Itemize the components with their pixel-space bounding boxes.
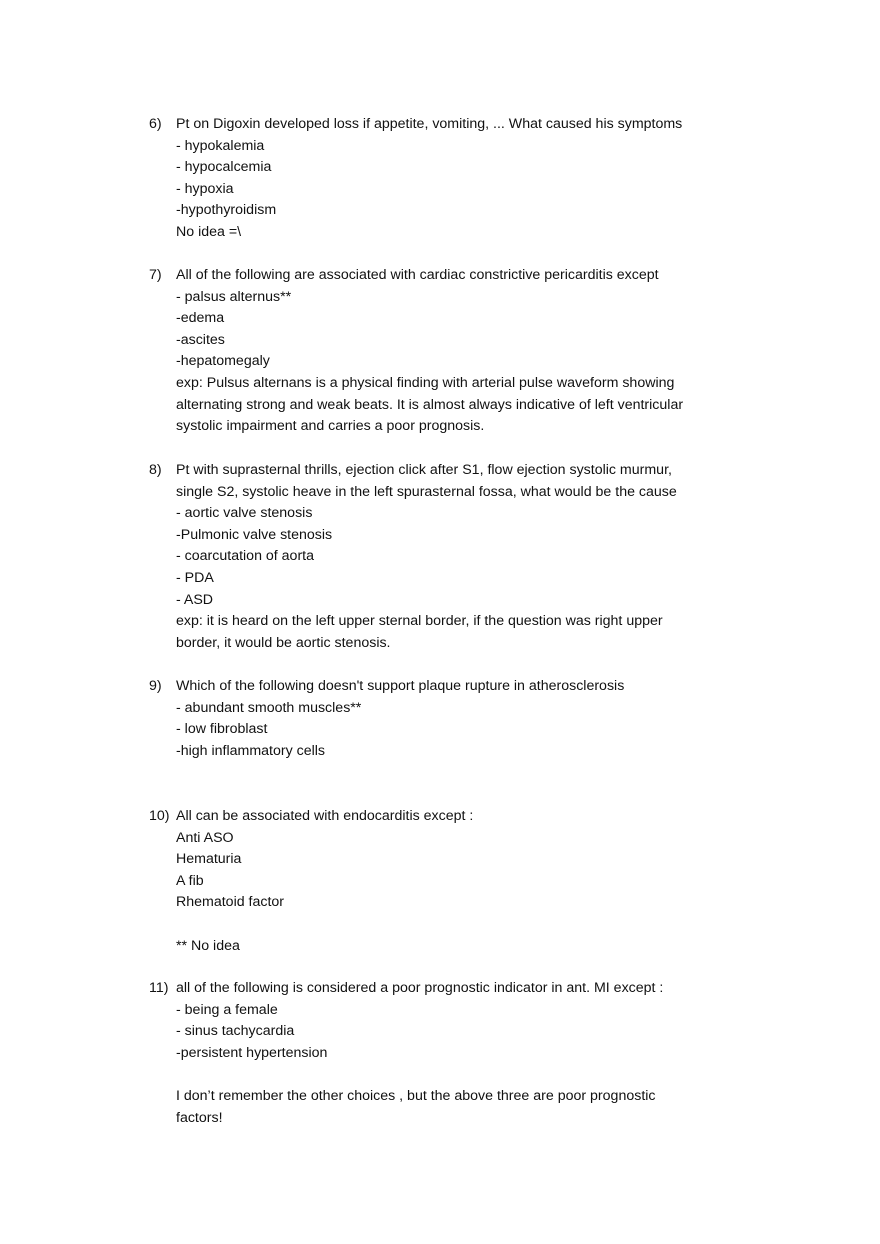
question-10 [149, 806, 749, 957]
question-8 [149, 460, 749, 654]
question-11 [149, 978, 749, 1129]
question-text: All can be associated with endocarditis except : [176, 808, 474, 824]
answer-line: Anti ASO [176, 829, 234, 846]
answer-line: - being a female [176, 1001, 278, 1018]
answer-line: - sinus tachycardia [176, 1023, 295, 1040]
question-text-continued: single S2, systolic heave in the left spurasternal fossa, what would be the cause [176, 483, 677, 500]
answer-line: -ascites [176, 331, 225, 348]
question-text: all of the following is considered a poor prognostic indicator in ant. MI except : [176, 980, 664, 996]
note-line: factors! [176, 1109, 223, 1126]
answer-line: -edema [176, 310, 225, 327]
question-text: Pt on Digoxin developed loss if appetite, vomiting, ... What caused his symptoms [176, 116, 683, 132]
explanation-line: border, it would be aortic stenosis. [176, 634, 391, 651]
question-text: Which of the following doesn't support plaque rupture in atherosclerosis [176, 678, 625, 694]
answer-line: - coarcutation of aorta [176, 548, 315, 565]
answer-line: Hematuria [176, 851, 242, 868]
question-6 [149, 114, 749, 244]
answer-line: - PDA [176, 569, 214, 586]
blank-line [176, 914, 749, 936]
explanation-line: alternating strong and weak beats. It is almost always indicative of left ventricular [176, 396, 684, 413]
question-number: 7) [149, 267, 162, 283]
answer-line: -hypothyroidism [176, 202, 277, 219]
answer-note: No idea =\ [176, 223, 242, 240]
note-line: I don’t remember the other choices , but the above three are poor prognostic [176, 1087, 656, 1104]
question-9 [149, 676, 749, 762]
question-number: 10) [149, 808, 170, 824]
question-text: Pt with suprasternal thrills, ejection click after S1, flow ejection systolic murmur, [176, 462, 672, 478]
explanation-line: exp: Pulsus alternans is a physical finding with arterial pulse waveform showing [176, 374, 675, 391]
blank-line [176, 1064, 749, 1086]
answer-line: Rhematoid factor [176, 894, 285, 911]
answer-line: -persistent hypertension [176, 1044, 328, 1061]
answer-line: -high inflammatory cells [176, 742, 326, 759]
question-7 [149, 265, 749, 438]
answer-line: - palsus alternus** [176, 288, 292, 305]
question-number: 9) [149, 678, 162, 694]
answer-line: - hypoxia [176, 180, 234, 197]
answer-line: - hypokalemia [176, 137, 265, 154]
explanation-line: systolic impairment and carries a poor prognosis. [176, 418, 485, 435]
answer-note: ** No idea [176, 937, 240, 954]
answer-line: - hypocalcemia [176, 159, 272, 176]
question-number: 6) [149, 116, 162, 132]
answer-line: -hepatomegaly [176, 353, 270, 370]
question-number: 11) [149, 980, 169, 996]
answer-line: - ASD [176, 591, 214, 608]
answer-line: - low fibroblast [176, 721, 268, 738]
question-text: All of the following are associated with cardiac constrictive pericarditis except [176, 267, 659, 283]
explanation-line: exp: it is heard on the left upper sternal border, if the question was right upper [176, 613, 663, 630]
question-number: 8) [149, 462, 162, 478]
answer-line: A fib [176, 872, 204, 889]
answer-line: - abundant smooth muscles** [176, 699, 362, 716]
answer-line: - aortic valve stenosis [176, 505, 313, 522]
answer-line: -Pulmonic valve stenosis [176, 526, 333, 543]
